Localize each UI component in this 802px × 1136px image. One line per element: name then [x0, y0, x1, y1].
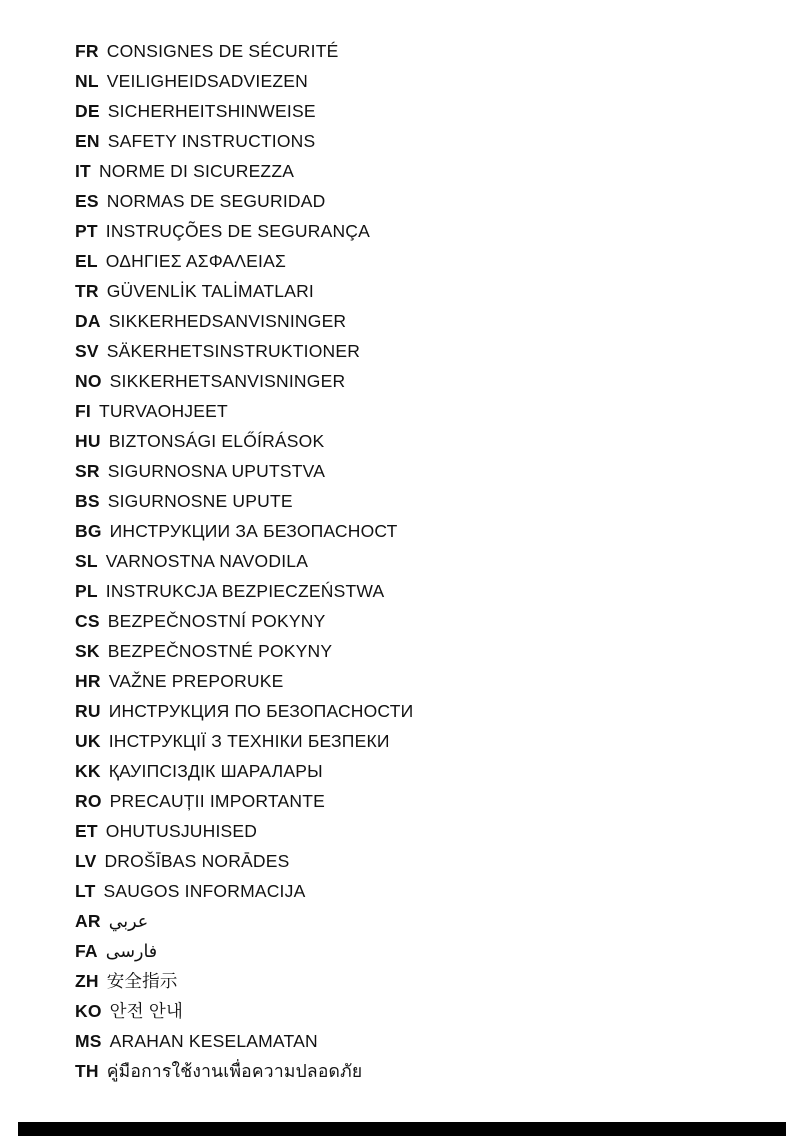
language-title: TURVAOHJEET: [98, 401, 228, 421]
language-title: SIGURNOSNE UPUTE: [107, 491, 293, 511]
language-row: [75, 996, 786, 1026]
language-row: [75, 276, 786, 306]
language-row: [75, 936, 786, 966]
language-row: [75, 96, 786, 126]
language-row: [75, 486, 786, 516]
language-code: BG: [75, 521, 102, 541]
language-code: SV: [75, 341, 99, 361]
language-code: ZH: [75, 971, 99, 991]
language-row: [75, 606, 786, 636]
language-title: VEILIGHEIDSADVIEZEN: [106, 71, 308, 91]
language-code: FI: [75, 401, 91, 421]
language-row: [75, 666, 786, 696]
language-row: [75, 336, 786, 366]
language-code: TH: [75, 1061, 99, 1081]
language-title: PRECAUȚII IMPORTANTE: [109, 791, 325, 811]
language-list: [75, 36, 786, 1086]
language-title: SÄKERHETSINSTRUKTIONER: [106, 341, 361, 361]
language-row: [75, 576, 786, 606]
language-code: KK: [75, 761, 101, 781]
footer-bar: [18, 1122, 786, 1136]
language-row: [75, 126, 786, 156]
language-code: RO: [75, 791, 102, 811]
language-code: SK: [75, 641, 100, 661]
language-row: [75, 816, 786, 846]
language-title: BEZPEČNOSTNÉ POKYNY: [107, 641, 333, 661]
language-row: [75, 426, 786, 456]
language-title: 안전 안내: [109, 1001, 184, 1021]
language-title: DROŠĪBAS NORĀDES: [104, 851, 290, 871]
language-row: [75, 786, 786, 816]
language-code: HU: [75, 431, 101, 451]
language-row: [75, 1026, 786, 1056]
language-code: LV: [75, 851, 97, 871]
language-row: [75, 546, 786, 576]
language-title: คู่มือการใช้งานเพื่อความปลอดภัย: [106, 1061, 363, 1081]
language-code: CS: [75, 611, 100, 631]
language-title: SAUGOS INFORMACIJA: [103, 881, 306, 901]
language-title: عربي: [108, 911, 149, 931]
language-code: MS: [75, 1031, 102, 1051]
language-title: ИНСТРУКЦИЯ ПО БЕЗОПАСНОСТИ: [108, 701, 414, 721]
language-row: [75, 246, 786, 276]
language-title: OHUTUSJUHISED: [105, 821, 258, 841]
language-row: [75, 726, 786, 756]
language-code: NO: [75, 371, 102, 391]
language-code: TR: [75, 281, 99, 301]
language-code: BS: [75, 491, 100, 511]
language-code: SL: [75, 551, 98, 571]
language-title: INSTRUKCJA BEZPIECZEŃSTWA: [105, 581, 385, 601]
language-title: GÜVENLİK TALİMATLARI: [106, 281, 314, 301]
language-row: [75, 756, 786, 786]
language-row: [75, 846, 786, 876]
language-row: [75, 66, 786, 96]
language-code: PL: [75, 581, 98, 601]
language-row: [75, 966, 786, 996]
language-row: [75, 876, 786, 906]
language-row: [75, 1056, 786, 1086]
language-code: HR: [75, 671, 101, 691]
language-code: NL: [75, 71, 99, 91]
language-code: FR: [75, 41, 99, 61]
language-title: BEZPEČNOSTNÍ POKYNY: [107, 611, 326, 631]
language-title: ІНСТРУКЦІЇ З ТЕХНІКИ БЕЗПЕКИ: [108, 731, 390, 751]
language-title: SICHERHEITSHINWEISE: [107, 101, 316, 121]
language-code: UK: [75, 731, 101, 751]
language-title: BIZTONSÁGI ELŐÍRÁSOK: [108, 431, 325, 451]
language-row: [75, 516, 786, 546]
language-title: CONSIGNES DE SÉCURITÉ: [106, 41, 339, 61]
language-title: ҚАУІПСІЗДІК ШАРАЛАРЫ: [108, 761, 323, 781]
language-code: PT: [75, 221, 98, 241]
language-title: SAFETY INSTRUCTIONS: [107, 131, 316, 151]
language-row: [75, 906, 786, 936]
language-row: [75, 366, 786, 396]
language-code: FA: [75, 941, 98, 961]
language-code: SR: [75, 461, 100, 481]
language-code: KO: [75, 1001, 102, 1021]
language-title: VAŽNE PREPORUKE: [108, 671, 284, 691]
language-code: AR: [75, 911, 101, 931]
language-code: RU: [75, 701, 101, 721]
language-code: IT: [75, 161, 91, 181]
language-title: SIKKERHETSANVISNINGER: [109, 371, 346, 391]
language-code: ES: [75, 191, 99, 211]
language-title: ARAHAN KESELAMATAN: [109, 1031, 318, 1051]
language-title: NORME DI SICUREZZA: [98, 161, 295, 181]
language-code: LT: [75, 881, 96, 901]
language-title: ИНСТРУКЦИИ ЗА БЕЗОПАСНОСТ: [109, 521, 398, 541]
language-code: ET: [75, 821, 98, 841]
language-row: [75, 306, 786, 336]
language-code: DE: [75, 101, 100, 121]
language-row: [75, 636, 786, 666]
language-title: فارسى: [105, 941, 158, 961]
language-title: INSTRUÇÕES DE SEGURANÇA: [105, 221, 370, 241]
language-row: [75, 456, 786, 486]
language-title: NORMAS DE SEGURIDAD: [106, 191, 326, 211]
language-title: ΟΔΗΓΙΕΣ ΑΣΦΑΛΕΙΑΣ: [105, 251, 286, 271]
language-code: DA: [75, 311, 101, 331]
language-code: EN: [75, 131, 100, 151]
language-row: [75, 696, 786, 726]
language-row: [75, 186, 786, 216]
language-code: EL: [75, 251, 98, 271]
language-row: [75, 156, 786, 186]
language-row: [75, 36, 786, 66]
language-row: [75, 396, 786, 426]
language-title: 安全指示: [106, 971, 178, 991]
language-title: SIGURNOSNA UPUTSTVA: [107, 461, 326, 481]
language-title: VARNOSTNA NAVODILA: [105, 551, 309, 571]
language-row: [75, 216, 786, 246]
language-title: SIKKERHEDSANVISNINGER: [108, 311, 347, 331]
